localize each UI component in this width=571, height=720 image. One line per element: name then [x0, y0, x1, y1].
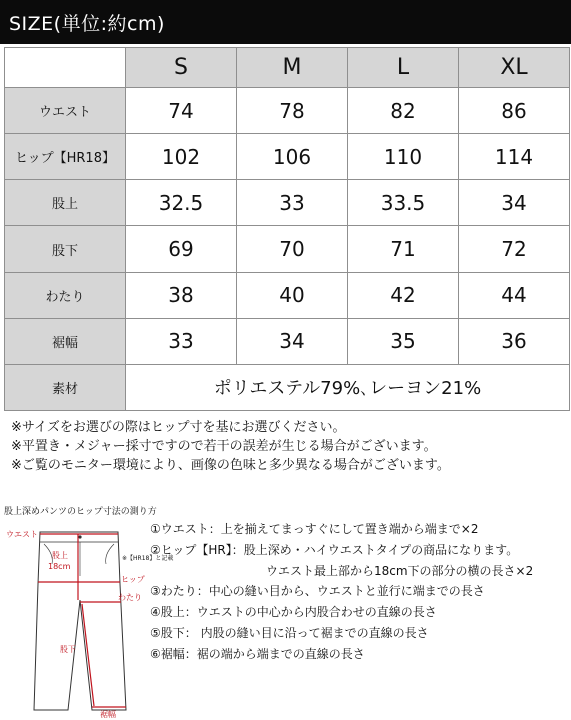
note-item: ※平置き・メジャー採寸ですので若干の誤差が生じる場合がございます。: [11, 439, 437, 454]
row-label-hem: 裾幅: [5, 318, 126, 364]
material-row: [5, 364, 570, 410]
table-cell: 106: [237, 134, 348, 180]
column-header-xl: XL: [459, 48, 570, 88]
measurement-item-thigh: ③わたり：中心の縫い目から、ウエストと並行に端までの長さ: [150, 584, 485, 599]
measurement-item-inseam: ⑤股下： 内股の縫い目に沿って裾までの直線の長さ: [150, 625, 429, 640]
table-cell: 42: [348, 272, 459, 318]
table-header-row: [5, 48, 570, 88]
measurement-item-rise: ④股上：ウエストの中心から内股合わせの直線の長さ: [150, 605, 437, 620]
table-cell: 40: [237, 272, 348, 318]
column-header-s: S: [126, 48, 237, 88]
table-cell: 86: [459, 88, 570, 134]
table-cell: 82: [348, 88, 459, 134]
table-corner: [5, 48, 126, 88]
table-row: [5, 318, 570, 364]
label-rise-value: 18cm: [48, 562, 71, 571]
size-table: [4, 47, 570, 411]
table-cell: 33: [237, 180, 348, 226]
size-header: [0, 0, 571, 44]
measurement-item-hip-detail: ウエスト最上部から18cm下の部分の横の長さ×2: [266, 563, 534, 578]
row-label-waist: ウエスト: [5, 88, 126, 134]
row-label-inseam: 股下: [5, 226, 126, 272]
row-label-hip: ヒップ【HR18】: [5, 134, 126, 180]
table-cell: 34: [237, 318, 348, 364]
table-cell: 36: [459, 318, 570, 364]
measurement-instructions: [150, 519, 533, 665]
label-thigh: わたり: [118, 593, 142, 602]
measurement-item-hem: ⑥裾幅：裾の端から端までの直線の長さ: [150, 646, 365, 661]
size-title: SIZE(単位:約cm): [9, 13, 165, 35]
diagram-title: 股上深めパンツのヒップ寸法の測り方: [4, 507, 157, 517]
note-item: ※サイズをお選びの際はヒップ寸を基にお選びください。: [11, 420, 346, 435]
column-header-m: M: [237, 48, 348, 88]
button-icon: [78, 535, 81, 538]
label-hem: 裾幅: [100, 710, 116, 719]
notes: [11, 418, 450, 475]
table-cell: 114: [459, 134, 570, 180]
table-row: [5, 134, 570, 180]
note-item: ※ご覧のモニター環境により、画像の色味と多少異なる場合がございます。: [11, 458, 450, 473]
pants-diagram: [0, 514, 174, 720]
table-cell: 33: [126, 318, 237, 364]
table-cell: 38: [126, 272, 237, 318]
table-cell: 44: [459, 272, 570, 318]
measurement-item-waist: ①ウエスト：上を揃えてまっすぐにして置き端から端まで×2: [150, 522, 479, 536]
row-label-rise: 股上: [5, 180, 126, 226]
label-hip: ヒップ: [121, 575, 145, 584]
table-row: [5, 226, 570, 272]
table-cell: 74: [126, 88, 237, 134]
table-cell: 70: [237, 226, 348, 272]
table-cell: 34: [459, 180, 570, 226]
table-cell: 71: [348, 226, 459, 272]
label-hr-note: ※【HR18】と記載: [122, 555, 174, 562]
label-rise: 股上: [52, 551, 68, 560]
table-cell: 35: [348, 318, 459, 364]
table-cell: 33.5: [348, 180, 459, 226]
label-waist: ウエスト: [6, 530, 38, 539]
table-cell: 102: [126, 134, 237, 180]
table-cell: 72: [459, 226, 570, 272]
measurement-item-hip: ②ヒップ【HR】：股上深め・ハイウエストタイプの商品になります。: [150, 542, 519, 557]
table-cell: 110: [348, 134, 459, 180]
table-row: [5, 180, 570, 226]
column-header-l: L: [348, 48, 459, 88]
row-label-material: 素材: [5, 364, 126, 410]
row-label-thigh: わたり: [5, 272, 126, 318]
table-cell: 32.5: [126, 180, 237, 226]
material-value: ポリエステル79%､レーヨン21%: [126, 364, 570, 410]
label-inseam: 股下: [60, 645, 76, 654]
table-row: [5, 272, 570, 318]
table-row: [5, 88, 570, 134]
table-cell: 78: [237, 88, 348, 134]
table-cell: 69: [126, 226, 237, 272]
